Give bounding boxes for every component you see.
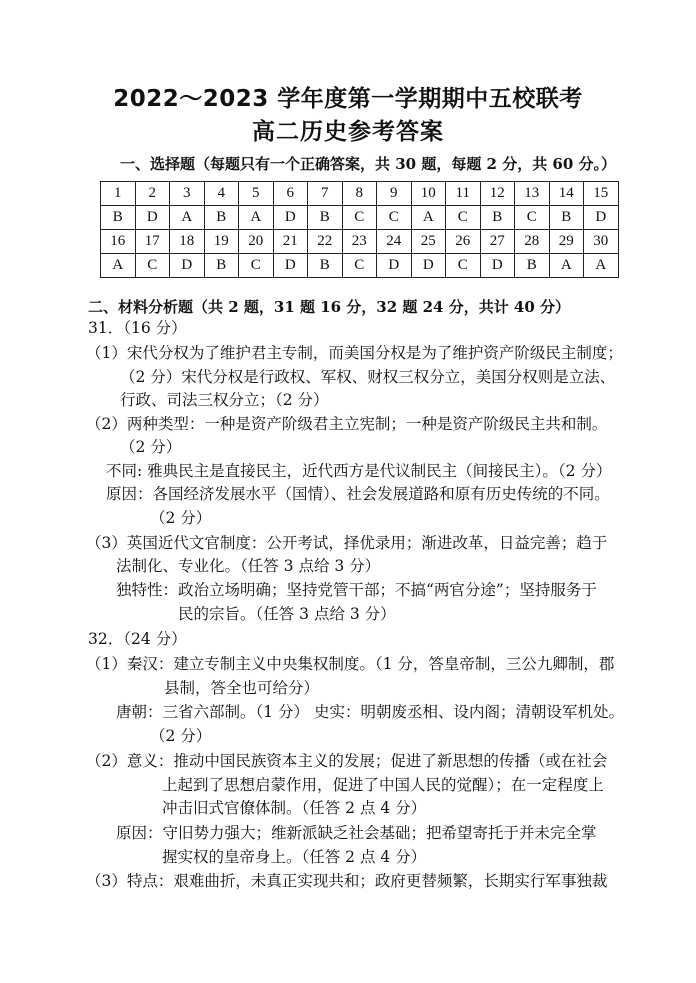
- answer-line: （2 分）宋代分权是行政权、军权、财权三权分立，美国分权则是立法、: [120, 368, 616, 386]
- question-number-cell: 23: [342, 230, 377, 254]
- answer-cell: B: [549, 206, 584, 230]
- answer-cell: A: [239, 206, 274, 230]
- question-number-cell: 9: [377, 182, 412, 206]
- answer-cell: B: [308, 254, 343, 278]
- question-number-cell: 25: [411, 230, 446, 254]
- question-number-cell: 2: [135, 182, 170, 206]
- question-number-cell: 6: [273, 182, 308, 206]
- answer-cell: D: [411, 254, 446, 278]
- question-number-cell: 21: [273, 230, 308, 254]
- answer-cell: A: [411, 206, 446, 230]
- question-number-cell: 3: [170, 182, 205, 206]
- answer-cell: A: [170, 206, 205, 230]
- answer-line: （3）英国近代文官制度：公开考试，择优录用；渐进改革，日益完善；趋于: [86, 534, 608, 552]
- answer-row: [101, 254, 619, 278]
- question-number-cell: 22: [308, 230, 343, 254]
- answer-line: 民的宗旨。（任答 3 点给 3 分）: [178, 605, 396, 623]
- section2-heading: 二、材料分析题（共 2 题，31 题 16 分，32 题 24 分，共计 40 分）: [88, 298, 571, 316]
- question-number-cell: 24: [377, 230, 412, 254]
- answer-cell: D: [273, 206, 308, 230]
- answer-table: [100, 181, 619, 278]
- answer-line: 冲击旧式官僚体制。（任答 2 点 4 分）: [162, 799, 427, 817]
- answer-cell: C: [377, 206, 412, 230]
- question-number-cell: 20: [239, 230, 274, 254]
- question-number-cell: 4: [204, 182, 239, 206]
- answer-line: （3）特点：艰难曲折，未真正实现共和；政府更替频繁，长期实行军事独裁: [86, 872, 608, 890]
- answer-line: （2）两种类型：一种是资产阶级君主立宪制；一种是资产阶级民主共和制。: [86, 415, 608, 433]
- answer-cell: B: [480, 206, 515, 230]
- answer-cell: B: [204, 254, 239, 278]
- answer-cell: B: [308, 206, 343, 230]
- answer-cell: C: [135, 254, 170, 278]
- question-number-cell: 26: [446, 230, 481, 254]
- question-number-row: [101, 230, 619, 254]
- answer-line: 握实权的皇帝身上。（任答 2 点 4 分）: [162, 848, 427, 866]
- answer-cell: C: [446, 206, 481, 230]
- section1-heading: 一、选择题（每题只有一个正确答案，共 30 题，每题 2 分，共 60 分。）: [120, 155, 617, 173]
- answer-line: 县制，答全也可给分）: [164, 679, 320, 697]
- answer-line: 原因：守旧势力强大；维新派缺乏社会基础；把希望寄托于并未完全掌: [116, 824, 597, 842]
- question-number-cell: 12: [480, 182, 515, 206]
- question-number-row: [101, 182, 619, 206]
- answer-line: （1）宋代分权为了维护君主专制，而美国分权是为了维护资产阶级民主制度；: [86, 344, 623, 362]
- question-number-cell: 10: [411, 182, 446, 206]
- answer-line: 原因：各国经济发展水平（国情）、社会发展道路和原有历史传统的不同。: [106, 485, 610, 503]
- question-number-cell: 16: [101, 230, 136, 254]
- answer-cell: C: [515, 206, 550, 230]
- answer-cell: C: [342, 206, 377, 230]
- answer-line: 行政、司法三权分立；（2 分）: [120, 391, 329, 409]
- answer-cell: D: [480, 254, 515, 278]
- question-number-cell: 30: [584, 230, 619, 254]
- answer-cell: D: [135, 206, 170, 230]
- document-title: 2022～2023 学年度第一学期期中五校联考: [113, 86, 583, 112]
- answer-cell: D: [170, 254, 205, 278]
- answer-cell: B: [204, 206, 239, 230]
- question-number-cell: 5: [239, 182, 274, 206]
- answer-line: （2 分）: [120, 438, 182, 456]
- question-number-cell: 19: [204, 230, 239, 254]
- answer-line: 上起到了思想启蒙作用，促进了中国人民的觉醒）；在一定程度上: [162, 776, 604, 794]
- question-number-cell: 17: [135, 230, 170, 254]
- question-number-cell: 7: [308, 182, 343, 206]
- answer-line: 不同: 雅典民主是直接民主，近代西方是代议制民主（间接民主）。（2 分）: [106, 462, 612, 480]
- answer-cell: A: [549, 254, 584, 278]
- question-31-heading: 31．（16 分）: [88, 319, 187, 337]
- question-number-cell: 1: [101, 182, 136, 206]
- answer-cell: D: [377, 254, 412, 278]
- answer-line: （2 分）: [150, 509, 212, 527]
- question-number-cell: 28: [515, 230, 550, 254]
- answer-line: 独特性：政治立场明确；坚持党管干部；不搞“两官分途”；坚持服务于: [116, 581, 597, 599]
- answer-cell: C: [446, 254, 481, 278]
- question-number-cell: 15: [584, 182, 619, 206]
- question-number-cell: 27: [480, 230, 515, 254]
- answer-line: （2 分）: [150, 727, 212, 745]
- question-number-cell: 11: [446, 182, 481, 206]
- answer-cell: D: [273, 254, 308, 278]
- answer-cell: A: [584, 254, 619, 278]
- question-number-cell: 8: [342, 182, 377, 206]
- answer-cell: C: [239, 254, 274, 278]
- answer-cell: B: [101, 206, 136, 230]
- answer-cell: C: [342, 254, 377, 278]
- answer-row: [101, 206, 619, 230]
- answer-cell: A: [101, 254, 136, 278]
- question-number-cell: 18: [170, 230, 205, 254]
- answer-line: （1）秦汉：建立专制主义中央集权制度。（1 分，答皇帝制，三公九卿制，郡: [86, 655, 615, 673]
- answer-cell: B: [515, 254, 550, 278]
- document-subtitle: 高二历史参考答案: [252, 119, 444, 145]
- answer-line: （2）意义：推动中国民族资本主义的发展；促进了新思想的传播（或在社会: [86, 752, 608, 770]
- question-number-cell: 13: [515, 182, 550, 206]
- question-number-cell: 14: [549, 182, 584, 206]
- answer-line: 法制化、专业化。（任答 3 点给 3 分）: [116, 557, 381, 575]
- answer-line: 唐朝：三省六部制。（1 分） 史实：明朝废丞相、设内阁；清朝设军机处。: [116, 703, 624, 721]
- question-number-cell: 29: [549, 230, 584, 254]
- answer-cell: D: [584, 206, 619, 230]
- question-32-heading: 32．（24 分）: [88, 630, 187, 648]
